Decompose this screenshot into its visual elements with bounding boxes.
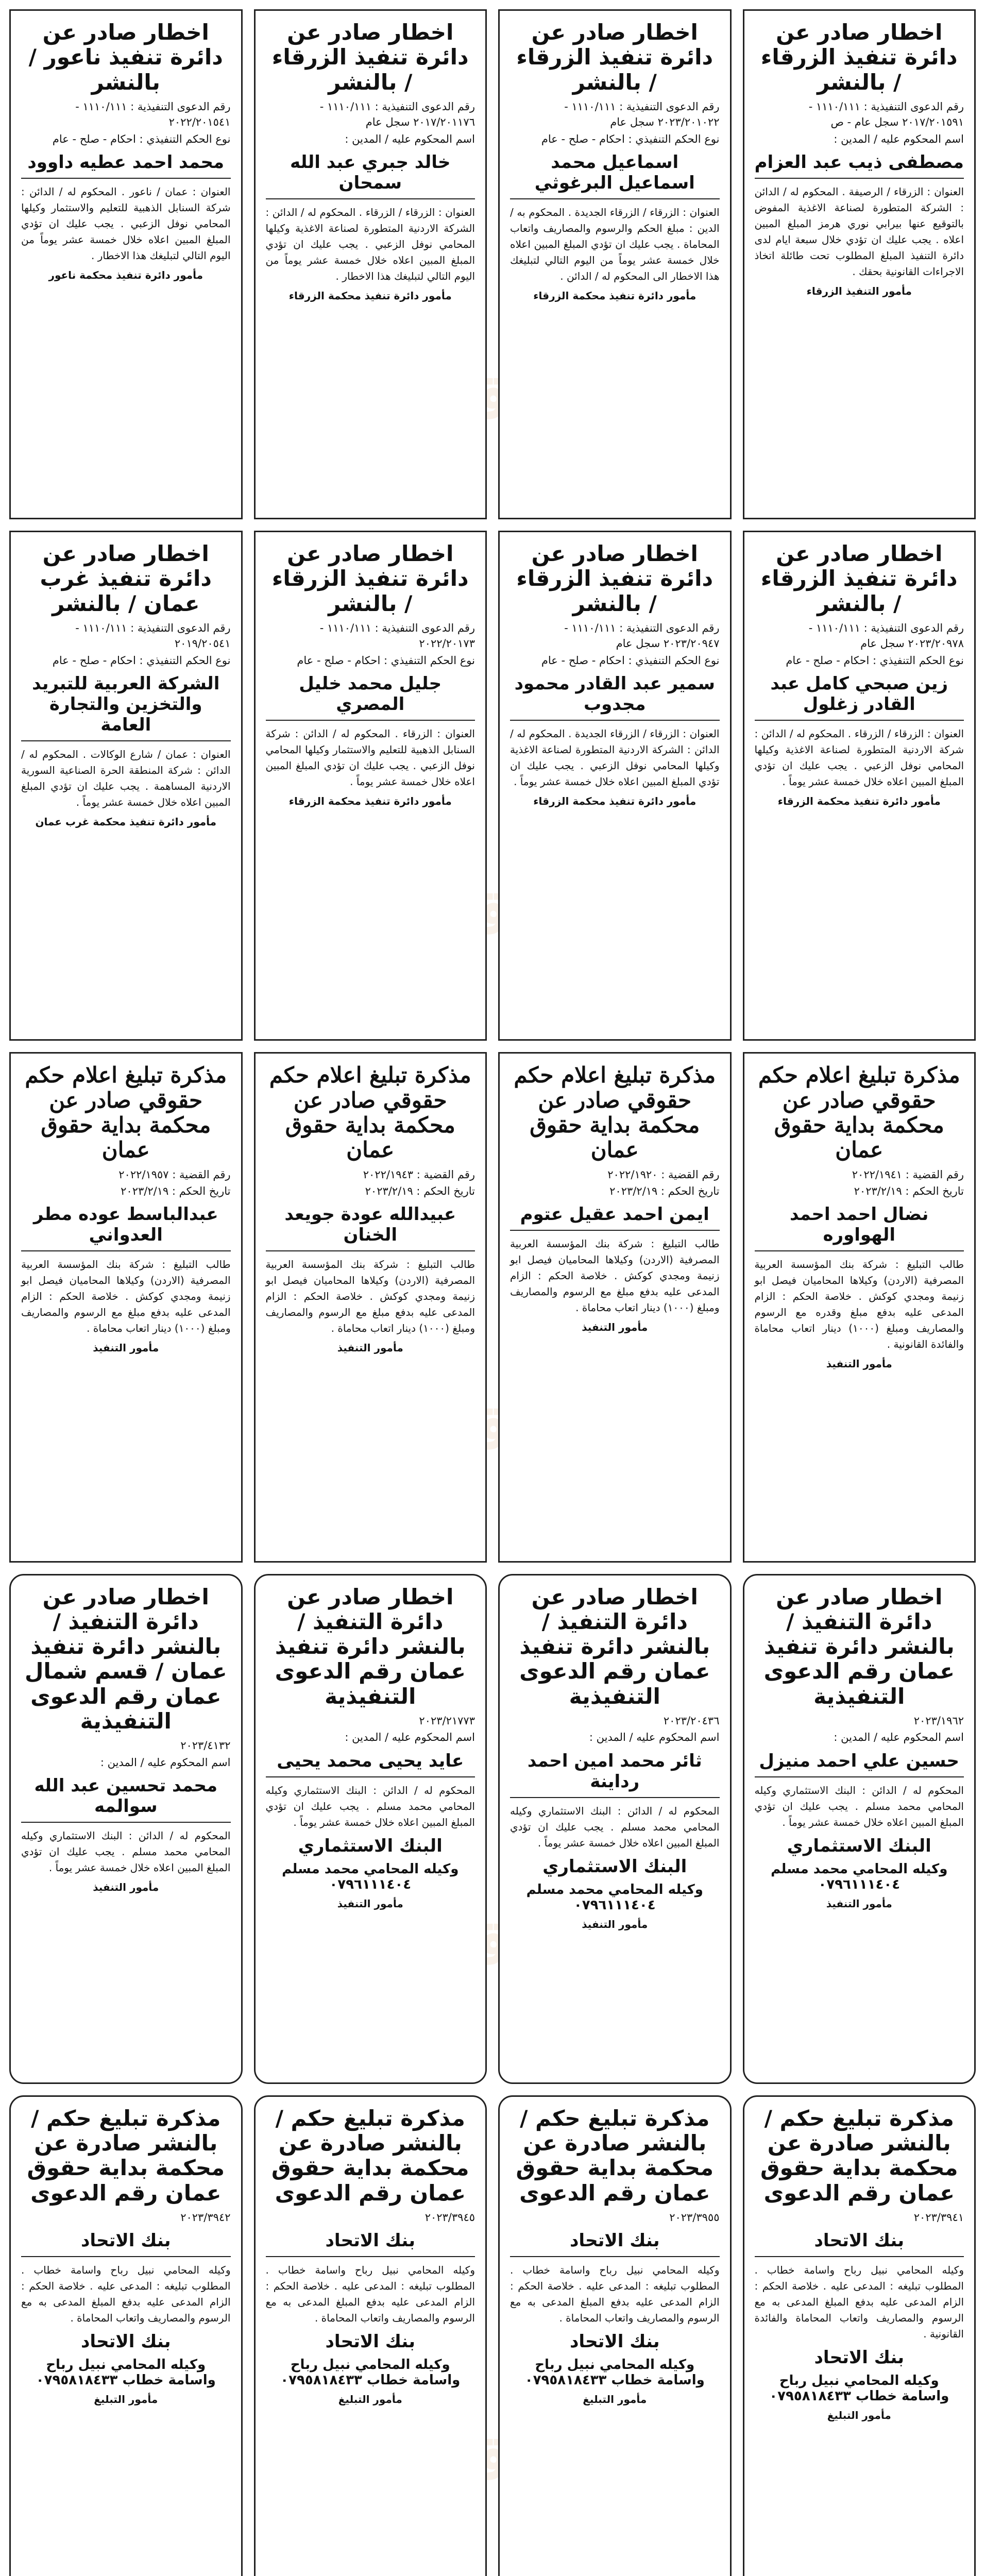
notice-card	[9, 2095, 243, 2576]
creditor-name: بنك الاتحاد	[80, 2331, 171, 2352]
lawyer-signature: وكيله المحامي نبيل رباح واسامة خطاب ٠٧٩٥٨١٨٤٣٣	[769, 2373, 949, 2404]
creditor-name: بنك الاتحاد	[569, 2331, 660, 2352]
debtor-name: نضال احمد احمد الهواوره	[790, 1204, 929, 1246]
divider	[510, 1230, 720, 1231]
notices-grid	[9, 9, 976, 2576]
notice-card	[743, 2095, 976, 2576]
notice-card	[9, 1052, 243, 1562]
notice-line: اسم المحكوم عليه / المدين :	[834, 132, 964, 145]
notice-title: اخطار صادر عن دائرة التنفيذ / بالنشر دائرة تنفيذ عمان رقم الدعوى التنفيذية	[519, 1584, 710, 1709]
creditor-name: البنك الاستثماري	[787, 1835, 931, 1856]
notice-title: مذكرة تبليغ حكم / بالنشر صادرة عن محكمة بداية حقوق عمان رقم الدعوى	[271, 2105, 469, 2206]
watermark-5: الوقائع	[409, 2421, 576, 2494]
notice-body: العنوان : الزرقاء / الرصيفة . المحكوم له / الدائن : الشركة المتطورة لصناعة الاغذية المفوض بالتوقيع عنها بيرابي نوري هرمز المبلغ المبين اعلاه . يجب عليك ان تؤدي خلال سبعة ايام لدى دائرة التنفيذ المبلغ المطلوب تحت طائلة اتخاذ الاجراءات القانونية بحقك .	[754, 185, 964, 278]
divider	[21, 1250, 231, 1251]
notice-card	[743, 531, 976, 1041]
notice-title: مذكرة تبليغ حكم / بالنشر صادرة عن محكمة بداية حقوق عمان رقم الدعوى	[27, 2105, 225, 2206]
notice-line: رقم الدعوى التنفيذية : ١١١٠/١١١ - ٢٠٢٣/٢٠٩٧٨ سجل عام	[808, 622, 964, 650]
notice-body: طالب التبليغ : شركة بنك المؤسسة العربية المصرفية (الاردن) وكيلاها المحاميان فيصل ابو زنيمة ومجدي كوكش . خلاصة الحكم : الزام المدعى عليه بدفع مبلغ مع الرسوم والمصاريف ومبلغ (١٠٠٠) دينار اتعاب محاماة .	[21, 1258, 231, 1335]
divider	[510, 1797, 720, 1798]
lawyer-signature: وكيله المحامي نبيل رباح واسامة خطاب ٠٧٩٥٨١٨٤٣٣	[280, 2357, 461, 2388]
watermark-2: الوقائع	[409, 876, 576, 948]
notice-footer: مأمور التنفيذ	[582, 1918, 648, 1930]
notice-line: رقم الدعوى التنفيذية : ١١١٠/١١١ - ٢٠١٩/٢٠٥٤١	[75, 622, 231, 650]
notice-line: ٢٠٢٣/٣٩٤٥	[424, 2211, 475, 2224]
divider	[755, 178, 964, 179]
notice-body: وكيله المحامي نبيل رباح واسامة خطاب . المطلوب تبليغه : المدعى عليه . خلاصة الحكم : الزام المدعى عليه بدفع المبلغ المدعى به مع الرسوم والمصاريف واتعاب المحاماة .	[510, 2264, 720, 2325]
divider	[266, 1776, 475, 1777]
notice-title: مذكرة تبليغ حكم / بالنشر صادرة عن محكمة بداية حقوق عمان رقم الدعوى	[516, 2105, 714, 2206]
debtor-name: بنك الاتحاد	[80, 2230, 171, 2251]
divider	[266, 2256, 475, 2257]
notice-body: طالب التبليغ : شركة بنك المؤسسة العربية المصرفية (الاردن) وكيلاها المحاميان فيصل ابو زنيمة ومجدي كوكش . خلاصة الحكم : الزام المدعى عليه بدفع مبلغ وقدره مع الرسوم والمصاريف ومبلغ (١٠٠٠) دينار اتعاب محاماة والفائدة القانونية .	[754, 1258, 964, 1351]
notice-body: العنوان : عمان / ناعور . المحكوم له / الدائن : شركة السنابل الذهبية للتعليم والاستثمار وكيلها المحامي نوفل الزعبي . يجب عليك ان تؤدي المبلغ المبين اعلاه خلال خمسة عشر يوماً من اليوم التالي لتبليغك هذا الاخطار .	[21, 185, 231, 262]
notice-footer: مأمور التبليغ	[583, 2393, 647, 2406]
notice-footer: مأمور دائرة تنفيذ محكمة الزرقاء	[288, 795, 452, 808]
notice-footer: مأمور دائرة تنفيذ محكمة الزرقاء	[533, 795, 697, 808]
notice-footer: مأمور التنفيذ	[93, 1342, 159, 1354]
notice-line: تاريخ الحكم : ٢٠٢٣/٢/١٩	[121, 1184, 231, 1197]
debtor-name: اسماعيل محمد اسماعيل البرغوثي	[534, 152, 695, 194]
notice-footer: مأمور التنفيذ	[826, 1897, 892, 1910]
notice-footer: مأمور دائرة تنفيذ محكمة ناعور	[48, 269, 203, 282]
notice-body: العنوان : عمان / شارع الوكالات . المحكوم له / الدائن : شركة المنطقة الحرة الصناعية السورية الاردنية المساهمة . يجب عليك ان تؤدي المبلغ المبين اعلاه خلال خمسة عشر يوماً .	[21, 748, 231, 809]
creditor-name: بنك الاتحاد	[325, 2331, 416, 2352]
notice-body: المحكوم له / الدائن : البنك الاستثماري وكيله المحامي محمد مسلم . يجب عليك ان تؤدي المبلغ المبين اعلاه خلال خمسة عشر يوماً .	[510, 1804, 720, 1849]
notice-line: ٢٠٢٣/١٩٦٢	[913, 1714, 964, 1727]
creditor-name: بنك الاتحاد	[814, 2347, 905, 2368]
notice-card	[743, 9, 976, 519]
notice-body: العنوان : الزرقاء . المحكوم له / الدائن : شركة السنابل الذهبية للتعليم والاستثمار وكيلها المحامي نوفل الزعبي . يجب عليك ان تؤدي المبلغ المبين اعلاه خلال خمسة عشر يوماً .	[265, 727, 475, 788]
notice-title: مذكرة تبليغ اعلام حكم حقوقي صادر عن محكمة بداية حقوق عمان	[269, 1062, 471, 1163]
notice-line: نوع الحكم التنفيذي : احكام - صلح - عام	[541, 654, 720, 667]
notice-line: تاريخ الحكم : ٢٠٢٣/٢/١٩	[854, 1184, 964, 1197]
lawyer-signature: وكيله المحامي نبيل رباح واسامة خطاب ٠٧٩٥٨١٨٤٣٣	[524, 2357, 705, 2388]
notice-title: اخطار صادر عن دائرة تنفيذ الزرقاء / بالنشر	[516, 20, 714, 95]
notice-footer: مأمور التنفيذ	[826, 1358, 892, 1370]
notice-title: مذكرة تبليغ اعلام حكم حقوقي صادر عن محكمة بداية حقوق عمان	[25, 1062, 227, 1163]
divider	[510, 720, 720, 721]
divider	[21, 178, 231, 179]
notice-line: اسم المحكوم عليه / المدين :	[345, 1731, 475, 1744]
divider	[266, 720, 475, 721]
lawyer-signature: وكيله المحامي محمد مسلم ٠٧٩٦١١١٤٠٤	[282, 1861, 459, 1892]
divider	[266, 1250, 475, 1251]
notice-card	[743, 1574, 976, 2084]
creditor-name: البنك الاستثماري	[298, 1835, 443, 1856]
notice-line: اسم المحكوم عليه / المدين :	[345, 132, 475, 145]
notice-line: رقم الدعوى التنفيذية : ١١١٠/١١١ - ٢٠١٧/٢٠١٥٩١ سجل عام - ص	[808, 100, 964, 129]
notice-title: مذكرة تبليغ حكم / بالنشر صادرة عن محكمة بداية حقوق عمان رقم الدعوى	[760, 2105, 958, 2206]
notice-line: اسم المحكوم عليه / المدين :	[834, 1731, 964, 1744]
notice-body: طالب التبليغ : شركة بنك المؤسسة العربية المصرفية (الاردن) وكيلاها المحاميان فيصل ابو زنيمة ومجدي كوكش . خلاصة الحكم : الزام المدعى عليه بدفع مبلغ مع الرسوم والمصاريف ومبلغ (١٠٠٠) دينار اتعاب محاماة .	[265, 1258, 475, 1335]
debtor-name: سمير عبد القادر محمود مجدوب	[514, 673, 715, 715]
divider	[755, 1250, 964, 1251]
notice-footer: مأمور التنفيذ الزرقاء	[806, 285, 912, 298]
notice-card	[9, 531, 243, 1041]
notice-footer: مأمور التنفيذ	[93, 1881, 159, 1894]
notice-title: مذكرة تبليغ اعلام حكم حقوقي صادر عن محكمة بداية حقوق عمان	[514, 1062, 716, 1163]
notice-title: اخطار صادر عن دائرة تنفيذ غرب عمان / بالنشر	[40, 541, 212, 616]
divider	[21, 740, 231, 741]
notice-footer: مأمور التبليغ	[94, 2393, 158, 2406]
notice-card	[498, 1052, 732, 1562]
notice-line: اسم المحكوم عليه / المدين :	[589, 1731, 720, 1744]
notice-footer: مأمور دائرة تنفيذ محكمة الزرقاء	[777, 795, 941, 808]
notice-footer: مأمور التنفيذ	[337, 1897, 403, 1910]
lawyer-signature: وكيله المحامي محمد مسلم ٠٧٩٦١١١٤٠٤	[771, 1861, 948, 1892]
notice-card	[254, 9, 487, 519]
notice-title: اخطار صادر عن دائرة تنفيذ الزرقاء / بالنشر	[516, 541, 714, 616]
notice-line: تاريخ الحكم : ٢٠٢٣/٢/١٩	[609, 1184, 720, 1197]
divider	[510, 2256, 720, 2257]
divider	[755, 720, 964, 721]
notice-line: ٢٠٢٣/٢١٧٧٣	[419, 1714, 475, 1727]
notice-card	[9, 1574, 243, 2084]
notice-line: رقم القضية : ٢٠٢٢/١٩٥٧	[118, 1168, 231, 1181]
notice-line: رقم القضية : ٢٠٢٢/١٩٤٣	[363, 1168, 475, 1181]
notice-line: نوع الحكم التنفيذي : احكام - صلح - عام	[541, 132, 720, 145]
notice-title: اخطار صادر عن دائرة تنفيذ الزرقاء / بالنشر	[271, 541, 469, 616]
notice-card	[743, 1052, 976, 1562]
creditor-name: البنك الاستثماري	[542, 1856, 687, 1877]
notice-line: رقم الدعوى التنفيذية : ١١١٠/١١١ - ٢٠٢٢/٢٠١٥٤١	[75, 100, 231, 129]
debtor-name: محمد تحسين عبد الله سوالمه	[34, 1775, 217, 1817]
notice-line: ٢٠٢٣/٣٩٤٢	[180, 2211, 231, 2224]
notice-title: اخطار صادر عن دائرة تنفيذ الزرقاء / بالنشر	[271, 20, 469, 95]
divider	[21, 2256, 231, 2257]
notice-line: رقم الدعوى التنفيذية : ١١١٠/١١١ - ٢٠٢٣/٢٠١٠٢٢ سجل عام	[564, 100, 720, 129]
notice-line: ٢٠٢٣/٣٩٥٥	[669, 2211, 720, 2224]
watermark-4: الوقائع	[409, 1906, 576, 1979]
notice-line: نوع الحكم التنفيذي : احكام - صلح - عام	[52, 654, 231, 667]
notice-title: اخطار صادر عن دائرة التنفيذ / بالنشر دائرة تنفيذ عمان / قسم شمال عمان رقم الدعوى التنفيذية	[24, 1584, 227, 1734]
notice-line: ٢٠٢٣/٣٩٤١	[913, 2211, 964, 2224]
notice-card	[9, 9, 243, 519]
notice-body: العنوان : الزرقاء / الزرقاء . المحكوم له / الدائن : الشركة الاردنية المتطورة لصناعة الاغذية وكيلها المحامي نوفل الزعبي . يجب عليك ان تؤدي المبلغ المبين اعلاه خلال خمسة عشر يوماً من اليوم التالي لتبليغك هذا الاخطار .	[265, 206, 475, 283]
notice-body: المحكوم له / الدائن : البنك الاستثماري وكيله المحامي محمد مسلم . يجب عليك ان تؤدي المبلغ المبين اعلاه خلال خمسة عشر يوماً .	[265, 1784, 475, 1828]
debtor-name: ثائر محمد امين احمد رداينة	[527, 1750, 702, 1792]
watermark-1: الوقائع	[409, 361, 576, 433]
notice-card	[254, 2095, 487, 2576]
debtor-name: بنك الاتحاد	[325, 2230, 416, 2251]
debtor-name: عبيدالله عودة جويعد الخنان	[284, 1204, 456, 1246]
notice-body: وكيله المحامي نبيل رباح واسامة خطاب . المطلوب تبليغه : المدعى عليه . خلاصة الحكم : الزام المدعى عليه بدفع المبلغ المدعى به مع الرسوم والمصاريف واتعاب المحاماة .	[265, 2264, 475, 2325]
debtor-name: الشركة العربية للتبريد والتخزين والتجارة العامة	[32, 673, 220, 736]
notice-card	[254, 531, 487, 1041]
notice-body: المحكوم له / الدائن : البنك الاستثماري وكيله المحامي محمد مسلم . يجب عليك ان تؤدي المبلغ المبين اعلاه خلال خمسة عشر يوماً .	[754, 1784, 964, 1828]
notice-line: نوع الحكم التنفيذي : احكام - صلح - عام	[786, 654, 964, 667]
notice-body: العنوان : الزرقاء / الزرقاء الجديدة . المحكوم به / الدين : مبلغ الحكم والرسوم والمصاريف واتعاب المحاماة . يجب عليك ان تؤدي المبلغ المبين اعلاه خلال خمسة عشر يوماً من اليوم التالي لتبليغك هذا الاخطار الى المحكوم له / الدائن .	[510, 206, 720, 283]
notice-body: المحكوم له / الدائن : البنك الاستثماري وكيله المحامي محمد مسلم . يجب عليك ان تؤدي المبلغ المبين اعلاه خلال خمسة عشر يوماً .	[21, 1829, 231, 1874]
notice-body: وكيله المحامي نبيل رباح واسامة خطاب . المطلوب تبليغه : المدعى عليه . خلاصة الحكم : الزام المدعى عليه بدفع المبلغ المدعى به مع الرسوم والمصاريف واتعاب المحاماة .	[21, 2264, 231, 2325]
divider	[266, 198, 475, 199]
notice-line: تاريخ الحكم : ٢٠٢٣/٢/١٩	[365, 1184, 475, 1197]
notice-line: ٢٠٢٣/٤١٣٢	[180, 1739, 231, 1752]
notice-line: اسم المحكوم عليه / المدين :	[100, 1756, 231, 1769]
notice-line: رقم الدعوى التنفيذية : ١١١٠/١١١ - ٢٠١٧/٢٠١١٧٦ سجل عام	[319, 100, 475, 129]
notice-line: رقم الدعوى التنفيذية : ١١١٠/١١١ - ٢٠٢٢/٢٠١٧٣	[319, 622, 475, 650]
notice-body: وكيله المحامي نبيل رباح واسامة خطاب . المطلوب تبليغه : المدعى عليه . خلاصة الحكم : الزام المدعى عليه بدفع المبلغ المدعى به مع الرسوم والمصاريف واتعاب المحاماة والفائدة القانونية .	[754, 2264, 964, 2341]
notice-card	[254, 1574, 487, 2084]
notice-card	[498, 531, 732, 1041]
debtor-name: عايد يحيى محمد يحيى	[277, 1750, 464, 1771]
notice-footer: مأمور التبليغ	[338, 2393, 402, 2406]
debtor-name: بنك الاتحاد	[814, 2230, 905, 2251]
watermark-3: الوقائع	[409, 1391, 576, 1464]
notice-title: اخطار صادر عن دائرة تنفيذ الزرقاء / بالنشر	[760, 20, 958, 95]
lawyer-signature: وكيله المحامي نبيل رباح واسامة خطاب ٠٧٩٥٨١٨٤٣٣	[36, 2357, 216, 2388]
debtor-name: بنك الاتحاد	[569, 2230, 660, 2251]
notice-line: ٢٠٢٣/٢٠٤٣٦	[663, 1714, 720, 1727]
notice-line: رقم القضية : ٢٠٢٢/١٩٢٠	[607, 1168, 720, 1181]
debtor-name: حسين علي احمد منيزل	[759, 1750, 960, 1771]
lawyer-signature: وكيله المحامي محمد مسلم ٠٧٩٦١١١٤٠٤	[526, 1882, 703, 1913]
notice-body: العنوان : الزرقاء / الزرقاء . المحكوم له / الدائن : شركة الاردنية المتطورة لصناعة الاغذية وكيلها المحامي نوفل الزعبي . يجب عليك ان تؤدي المبلغ المبين اعلاه خلال خمسة عشر يوماً .	[754, 727, 964, 788]
notice-footer: مأمور التنفيذ	[582, 1321, 648, 1334]
notice-line: رقم القضية : ٢٠٢٢/١٩٤١	[852, 1168, 964, 1181]
debtor-name: زين صبحي كامل عبد القادر زغلول	[770, 673, 948, 715]
debtor-name: ايمن احمد عقيل عتوم	[520, 1204, 709, 1225]
notice-footer: مأمور دائرة تنفيذ محكمة الزرقاء	[533, 290, 697, 302]
notice-body: طالب التبليغ : شركة بنك المؤسسة العربية المصرفية (الاردن) وكيلاها المحاميان فيصل ابو زنيمة ومجدي كوكش . خلاصة الحكم : الزام المدعى عليه بدفع مبلغ مع الرسوم والمصاريف ومبلغ (١٠٠٠) دينار اتعاب محاماة .	[510, 1238, 720, 1314]
divider	[755, 1776, 964, 1777]
notice-title: مذكرة تبليغ اعلام حكم حقوقي صادر عن محكمة بداية حقوق عمان	[758, 1062, 960, 1163]
divider	[510, 198, 720, 199]
debtor-name: جليل محمد خليل المصري	[299, 673, 442, 715]
debtor-name: خالد جبري عبد الله سمحان	[290, 152, 451, 194]
notice-title: اخطار صادر عن دائرة تنفيذ ناعور / بالنشر	[28, 20, 223, 95]
notice-line: نوع الحكم التنفيذي : احكام - صلح - عام	[52, 132, 231, 145]
notice-card	[498, 1574, 732, 2084]
notice-title: اخطار صادر عن دائرة تنفيذ الزرقاء / بالنشر	[760, 541, 958, 616]
divider	[755, 2256, 964, 2257]
debtor-name: مصطفى ذيب عبد العزام	[754, 152, 964, 173]
divider	[21, 1822, 231, 1823]
notice-footer: مأمور دائرة تنفيذ محكمة غرب عمان	[35, 816, 217, 828]
notice-title: اخطار صادر عن دائرة التنفيذ / بالنشر دائرة تنفيذ عمان رقم الدعوى التنفيذية	[275, 1584, 466, 1709]
notice-title: اخطار صادر عن دائرة التنفيذ / بالنشر دائرة تنفيذ عمان رقم الدعوى التنفيذية	[763, 1584, 955, 1709]
notice-card	[498, 2095, 732, 2576]
debtor-name: عبدالباسط عوده مطر العدواني	[33, 1204, 218, 1246]
notice-body: العنوان : الزرقاء / الزرقاء الجديدة . المحكوم له / الدائن : الشركة الاردنية المتطورة لصناعة الاغذية وكيلها المحامي نوفل الزعبي . يجب عليك ان تؤدي المبلغ المبين اعلاه خلال خمسة عشر يوماً .	[510, 727, 720, 788]
notice-footer: مأمور التبليغ	[827, 2409, 891, 2422]
debtor-name: محمد احمد عطيه داوود	[27, 152, 225, 173]
notice-line: رقم الدعوى التنفيذية : ١١١٠/١١١ - ٢٠٢٣/٢٠٩٤٧ سجل عام	[564, 622, 720, 650]
notice-footer: مأمور دائرة تنفيذ محكمة الزرقاء	[288, 290, 452, 302]
notice-card	[498, 9, 732, 519]
notice-footer: مأمور التنفيذ	[337, 1342, 403, 1354]
notice-line: نوع الحكم التنفيذي : احكام - صلح - عام	[297, 654, 475, 667]
notice-card	[254, 1052, 487, 1562]
